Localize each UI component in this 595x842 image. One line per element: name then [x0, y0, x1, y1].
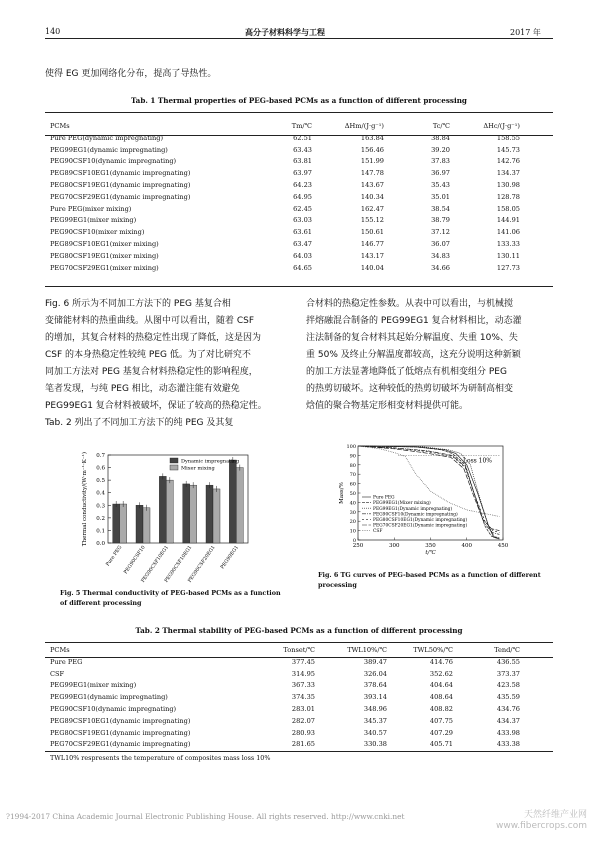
table1-cell: 151.99 — [360, 157, 384, 166]
table1-cell: PEG80CSF19EG1(dynamic impregnating) — [50, 180, 191, 189]
table1-row — [50, 263, 520, 275]
table1-cell: PEG90CSF10(mixer mixing) — [50, 228, 145, 237]
table2-cell: Pure PEG — [50, 657, 83, 666]
text-line: 焓值的聚合物基定形相变材料提供可能。 — [306, 401, 469, 411]
table1-cell: 63.97 — [293, 169, 312, 178]
table1-row — [50, 227, 520, 239]
watermark-line: 天然纤维产业网 — [523, 810, 587, 820]
y-tick-label: 50 — [349, 491, 356, 497]
y-axis-label: Thermal conductivity/(W·m⁻¹·K⁻¹) — [82, 451, 88, 547]
table2-cell: 407.29 — [429, 728, 453, 737]
x-tick-label: 300 — [389, 543, 400, 549]
page-year: 2017 年 — [510, 28, 541, 37]
table2-cell: 389.47 — [363, 657, 387, 666]
y-axis-label: Mass/% — [339, 482, 345, 504]
fig6-tg-chart — [336, 440, 516, 562]
table2-cell: 393.14 — [363, 693, 387, 702]
bar-mixer — [143, 508, 150, 543]
table1-cell: 36.97 — [431, 169, 450, 178]
table1-cell: 158.05 — [496, 204, 520, 213]
x-category-label: PEG99EG1 — [220, 545, 240, 571]
legend-label: CSF — [373, 529, 383, 535]
table2-top-rule — [45, 642, 553, 643]
table2-cell: 405.71 — [429, 740, 453, 749]
bar-dynamic — [183, 484, 190, 543]
loss10-label: Loss 10% — [463, 457, 492, 465]
table2-header-cell: Tend/℃ — [494, 646, 520, 654]
text-line: 的增加，其复合材料的热稳定性出现了降低，这是因为 — [45, 333, 262, 343]
table1-top-rule — [45, 112, 553, 113]
x-category-label: PEG90CSF20EG1 — [187, 545, 217, 584]
x-tick-label: 350 — [425, 543, 436, 549]
table1-row — [50, 180, 520, 192]
x-category-label: Pure PEG — [105, 545, 124, 568]
table1-cell: 150.61 — [360, 228, 384, 237]
table1-cell: 35.01 — [431, 192, 450, 201]
text-line: 的热剪切破坏。这种较低的热剪切破坏为研制高相变 — [306, 384, 514, 394]
table2-row — [50, 692, 520, 704]
y-tick-label: 100 — [346, 444, 356, 450]
y-tick-label: 60 — [349, 481, 356, 488]
table1-cell: PEG89CSF10EG1(mixer mixing) — [50, 239, 159, 248]
y-tick-label: 0.5 — [96, 478, 105, 485]
y-tick-label: 0.0 — [96, 541, 105, 547]
x-tick-label: 400 — [461, 543, 472, 549]
table2-cell: 283.01 — [291, 704, 315, 713]
table2-cell: 282.07 — [291, 716, 315, 725]
table2-row — [50, 704, 520, 716]
table2-cell: PEG90CSF10(dynamic impregnating) — [50, 704, 177, 713]
bar-dynamic — [229, 460, 236, 543]
bar-mixer — [190, 485, 197, 543]
table1-cell: 63.47 — [293, 239, 312, 248]
table2-row — [50, 716, 520, 728]
table2-cell: PEG99EG1(dynamic impregnating) — [50, 693, 168, 702]
legend-label: Pure PEG — [373, 495, 395, 501]
y-tick-label: 0.3 — [96, 503, 105, 510]
table1 — [50, 121, 520, 274]
table1-cell: 35.43 — [431, 180, 450, 189]
table2-title: Tab. 2 Thermal stability of PEG-based PCMs as a function of different processing — [135, 626, 463, 635]
table1-cell: 140.04 — [360, 263, 384, 272]
table1-cell: 130.98 — [496, 180, 520, 189]
table1-bottom-rule — [45, 286, 553, 287]
watermark-line: www.fibercrops.com — [496, 821, 587, 831]
bar-dynamic — [136, 505, 143, 543]
table2-header-row — [50, 645, 520, 657]
table2-cell: PEG70CSF29EG1(dynamic impregnating) — [50, 740, 191, 749]
text-line: Tab. 2 列出了不同加工方法下的纯 PEG 及其复 — [45, 418, 234, 428]
table1-cell: PEG80CSF19EG1(mixer mixing) — [50, 251, 159, 260]
fig5-caption: Fig. 5 Thermal conductivity of PEG-based PCMs as a function of different processing — [60, 589, 281, 607]
table2-cell: 407.75 — [429, 716, 453, 725]
table1-cell: 147.78 — [360, 169, 384, 178]
y-tick-label: 40 — [349, 500, 356, 507]
legend-swatch — [170, 465, 178, 470]
table2-note: TWL10% respresents the temperature of composites mass loss 10% — [50, 754, 271, 762]
table1-row — [50, 215, 520, 227]
table2-cell: 435.59 — [496, 693, 520, 702]
table2-cell: 433.98 — [496, 728, 520, 737]
table1-cell: 162.47 — [360, 204, 384, 213]
y-tick-label: 0 — [352, 538, 356, 544]
legend-label: PEG99EG1(Dynamic impregnating) — [373, 506, 453, 512]
table1-cell: 34.66 — [431, 263, 450, 272]
table2-cell: 404.64 — [429, 681, 453, 690]
table2-cell: 434.37 — [496, 716, 520, 725]
table1-header-cell: ΔHm/(J·g⁻¹) — [344, 122, 384, 130]
table1-cell: 39.20 — [431, 145, 450, 154]
table1-cell: 133.33 — [496, 239, 520, 248]
y-tick-label: 20 — [349, 519, 356, 526]
table1-cell: 38.79 — [431, 216, 450, 225]
table2-cell: CSF — [50, 669, 65, 678]
table2-header-cell: PCMs — [50, 646, 70, 654]
text-line: Fig. 6 所示为不同加工方法下的 PEG 基复合相 — [45, 299, 231, 309]
table1-cell: 158.55 — [496, 133, 520, 142]
table2-row — [50, 680, 520, 692]
table2-cell: 326.04 — [363, 669, 387, 678]
bar-mixer — [213, 489, 220, 543]
table1-cell: 64.23 — [293, 180, 312, 189]
table2-cell: 434.76 — [496, 704, 520, 713]
table1-cell: 38.54 — [431, 204, 450, 213]
text-line: CSF 的本身热稳定性较纯 PEG 低。为了对比研究不 — [45, 350, 251, 360]
table1-cell: 63.61 — [293, 228, 312, 237]
table1-cell: 34.83 — [431, 251, 450, 260]
text-line: 合材料的热稳定性参数。从表中可以看出，与机械搅 — [306, 299, 514, 309]
table1-cell: 64.65 — [293, 263, 312, 272]
y-tick-label: 0.7 — [96, 453, 105, 459]
table1-cell: 63.43 — [293, 145, 312, 154]
table1-header-cell: Tc/℃ — [432, 122, 450, 130]
table1-cell: 144.91 — [496, 216, 520, 225]
table1-title: Tab. 1 Thermal properties of PEG-based PCMs as a function of different processing — [131, 96, 467, 105]
table1-cell: PEG89CSF10EG1(dynamic impregnating) — [50, 169, 191, 178]
table2-bottom-rule — [45, 751, 553, 752]
table1-header-cell: PCMs — [50, 122, 70, 130]
table2-cell: 345.37 — [363, 716, 387, 725]
table1-cell: 134.37 — [496, 169, 520, 178]
table1-row — [50, 156, 520, 168]
table1-cell: PEG99EG1(dynamic impregnating) — [50, 145, 168, 154]
bar-dynamic — [206, 485, 213, 543]
legend-label: PEG90CSF10(Dynamic impregnating) — [373, 512, 458, 518]
table1-cell: 36.07 — [431, 239, 450, 248]
table1-row — [50, 168, 520, 180]
table1-cell: PEG70CSF29EG1(mixer mixing) — [50, 263, 159, 272]
table2-cell: 377.45 — [291, 657, 315, 666]
y-tick-label: 30 — [349, 509, 356, 516]
table2-cell: 414.76 — [429, 657, 453, 666]
y-tick-label: 80 — [349, 462, 356, 469]
table1-cell: 143.17 — [360, 251, 384, 260]
text-line: 拌熔融混合制备的 PEG99EG1 复合材料相比，动态灌 — [306, 316, 522, 326]
table1-cell: PEG90CSF10(dynamic impregnating) — [50, 157, 177, 166]
bar-dynamic — [113, 504, 120, 543]
table1-cell: 38.84 — [431, 133, 450, 142]
table1-row — [50, 145, 520, 157]
text-line: PEG99EG1 复合材料被破坏，保证了较高的热稳定性。 — [45, 401, 267, 411]
table2-row — [50, 657, 520, 669]
x-tick-label: 250 — [352, 543, 364, 549]
text-line: 重 50% 及终止分解温度都较高，这充分说明这种新颖 — [306, 350, 521, 360]
table1-cell: 37.12 — [431, 228, 450, 237]
table1-cell: 143.67 — [360, 180, 384, 189]
table1-cell: 140.34 — [360, 192, 384, 201]
table1-cell: 63.03 — [293, 216, 312, 225]
y-tick-label: 0.1 — [96, 528, 105, 535]
table1-row — [50, 192, 520, 204]
table1-header-rule — [45, 135, 553, 136]
table2-header-cell: TWL10%/℃ — [347, 646, 387, 654]
table1-cell: 130.11 — [496, 251, 520, 260]
table1-cell: 128.78 — [496, 192, 520, 201]
table1-row — [50, 251, 520, 263]
table1-cell: 64.95 — [293, 192, 312, 201]
table1-cell: 142.76 — [496, 157, 520, 166]
table2-cell: 436.55 — [496, 657, 520, 666]
x-category-label: PEG90CSF10EG1 — [140, 545, 170, 584]
table2-cell: 340.57 — [363, 728, 387, 737]
text-line: 变储能材料的热重曲线。从图中可以看出，随着 CSF — [45, 316, 255, 326]
table2-cell: 423.58 — [496, 681, 520, 690]
legend-label: PEG99EG1(Mixer mixing) — [373, 501, 431, 507]
table1-cell: PEG70CSF29EG1(dynamic impregnating) — [50, 192, 191, 201]
text-line: 的加工方法显著地降低了低熔点有机相变组分 PEG — [306, 367, 507, 377]
fig6-caption: Fig. 6 TG curves of PEG-based PCMs as a function of different processing — [318, 571, 541, 589]
journal-title: 高分子材料科学与工程 — [245, 28, 325, 37]
paragraph-left — [45, 296, 298, 432]
table2-cell: PEG99EG1(mixer mixing) — [50, 681, 137, 690]
text-line: 注法制备的复合材料其起始分解温度、失重 10%、失 — [306, 333, 518, 343]
table2-cell: 408.64 — [429, 693, 453, 702]
table1-cell: 62.51 — [293, 133, 312, 142]
header-rule — [45, 38, 553, 39]
watermark — [496, 810, 587, 832]
y-tick-label: 0.4 — [96, 490, 105, 497]
table2-cell: 408.82 — [429, 704, 453, 713]
table1-cell: PEG99EG1(mixer mixing) — [50, 216, 137, 225]
table2-cell: 378.64 — [363, 681, 387, 690]
bar-mixer — [236, 468, 243, 543]
table1-cell: 64.03 — [293, 251, 312, 260]
table1-cell: 63.81 — [293, 157, 312, 166]
table2-cell: 280.93 — [291, 728, 315, 737]
y-tick-label: 70 — [349, 472, 356, 479]
bar-mixer — [120, 504, 127, 543]
table1-cell: Pure PEG(mixer mixing) — [50, 204, 132, 213]
copyright-footer: ?1994-2017 China Academic Journal Electronic Publishing House. All rights reserved. http://www.cnki.net — [6, 812, 405, 821]
table2-cell: PEG89CSF10EG1(dynamic impregnating) — [50, 716, 191, 725]
table2-cell: 374.35 — [291, 693, 315, 702]
table1-cell: 156.46 — [360, 145, 384, 154]
paragraph-right — [306, 296, 556, 415]
x-category-label: PEG90CSF10 — [123, 545, 147, 576]
table1-cell: 127.73 — [496, 263, 520, 272]
table1-row — [50, 204, 520, 216]
bar-dynamic — [159, 476, 166, 543]
fig5-bar-chart — [60, 445, 265, 585]
table2-header-rule — [45, 657, 553, 658]
legend-label: Dynamic impregnating — [181, 458, 240, 465]
table1-cell: 145.73 — [496, 145, 520, 154]
table1-cell: 141.06 — [496, 228, 520, 237]
intro-line: 使得 EG 更加网络化分布，提高了导热性。 — [45, 69, 217, 79]
y-tick-label: 0.2 — [96, 515, 105, 522]
table1-cell: 146.77 — [360, 239, 384, 248]
table2-header-cell: Tonset/℃ — [283, 646, 315, 654]
bar-mixer — [166, 480, 173, 543]
table2-cell: 314.95 — [291, 669, 315, 678]
table1-header-row — [50, 121, 520, 133]
table2 — [50, 645, 520, 751]
legend-swatch — [170, 458, 178, 463]
table1-row — [50, 239, 520, 251]
table2-row — [50, 739, 520, 751]
table1-cell: Pure PEG(dynamic impregnating) — [50, 133, 164, 142]
table2-cell: 330.38 — [363, 740, 387, 749]
text-line: 笔者发现，与纯 PEG 相比，动态灌注能有效避免 — [45, 384, 240, 394]
text-line: 同加工方法对 PEG 基复合材料热稳定性的影响程度， — [45, 367, 258, 377]
table2-cell: 352.62 — [429, 669, 453, 678]
y-tick-label: 0.6 — [96, 465, 105, 472]
legend-label: Mixer mixing — [181, 465, 215, 472]
legend-label: PEG70CSF20EG1(Dynamic impregnating) — [373, 523, 468, 529]
table2-cell: PEG80CSF19EG1(dynamic impregnating) — [50, 728, 191, 737]
x-axis-label: t/℃ — [425, 550, 436, 556]
table1-cell: 62.45 — [293, 204, 312, 213]
table1-header-cell: ΔHc/(J·g⁻¹) — [483, 122, 520, 130]
x-tick-label: 450 — [497, 543, 509, 549]
table2-row — [50, 728, 520, 740]
table2-cell: 367.33 — [291, 681, 315, 690]
table1-cell: 155.12 — [360, 216, 384, 225]
table1-cell: 163.84 — [360, 133, 384, 142]
x-category-label: PEG90CSF10EG1 — [164, 545, 194, 584]
page-number: 140 — [45, 27, 61, 36]
table2-cell: 433.38 — [496, 740, 520, 749]
legend-label: PEG80CSF10EG1(Dynamic impregnating) — [373, 518, 468, 523]
table2-row — [50, 669, 520, 681]
y-tick-label: 90 — [349, 453, 356, 460]
y-tick-label: 10 — [349, 528, 356, 535]
table2-header-cell: TWL50%/℃ — [413, 646, 453, 654]
table2-cell: 373.37 — [496, 669, 520, 678]
table1-cell: 37.83 — [431, 157, 450, 166]
table2-cell: 348.96 — [363, 704, 387, 713]
table1-header-cell: Tm/℃ — [291, 122, 312, 130]
table2-cell: 281.65 — [291, 740, 315, 749]
